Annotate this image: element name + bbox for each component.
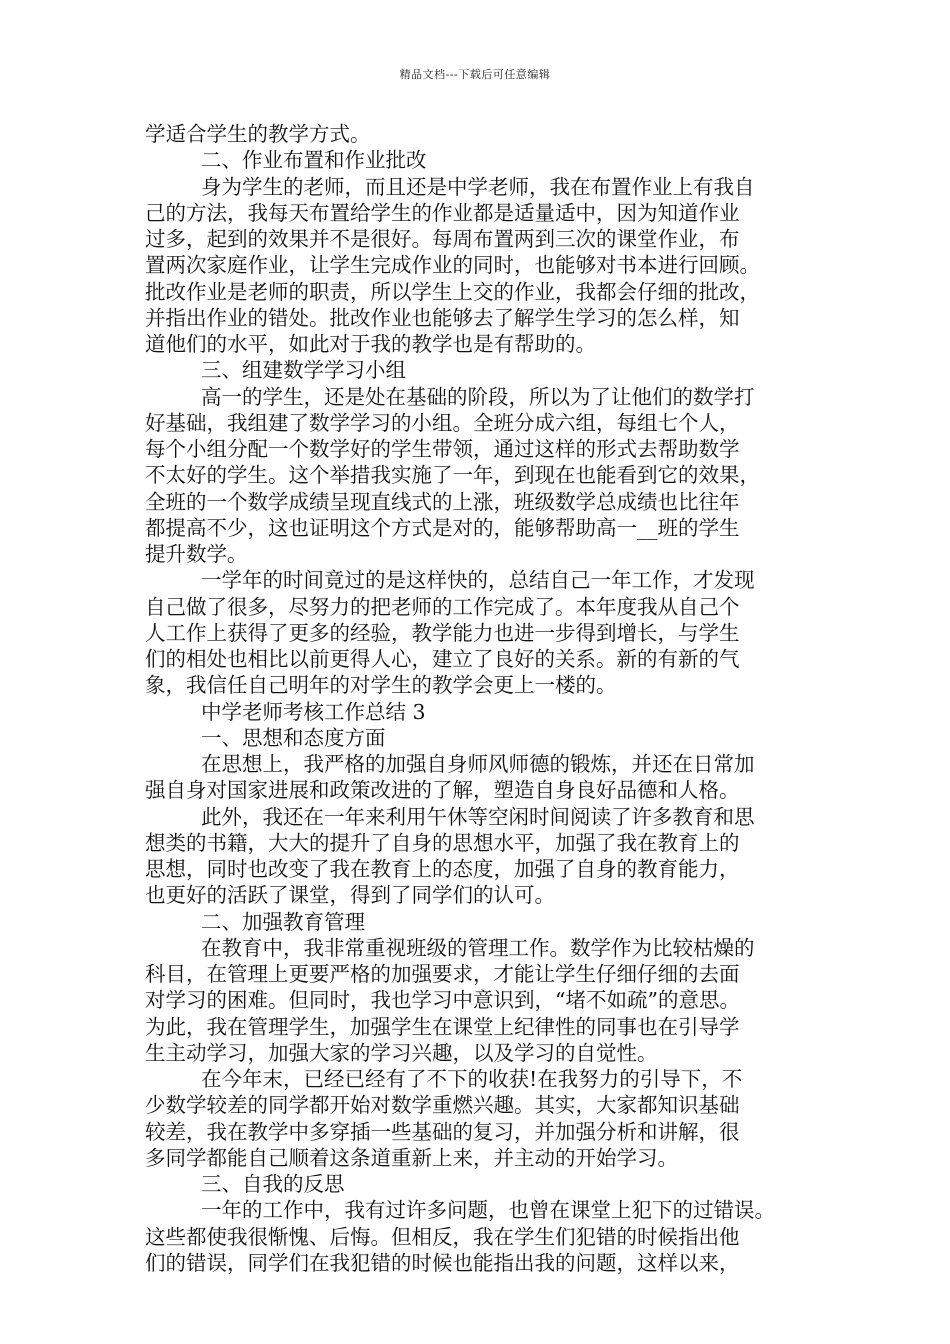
text-line: 高一的学生，还是处在基础的阶段，所以为了让他们的数学打	[201, 384, 755, 409]
text-line: 三、自我的反思	[201, 1172, 345, 1196]
text-line: 并指出作业的错处。批改作业也能够去了解学生学习的怎么样，知	[145, 305, 740, 330]
text-line: 中学老师考核工作总结 3	[201, 699, 426, 724]
text-line: 此外，我还在一年来利用午休等空闲时间阅读了许多教育和思	[201, 804, 755, 829]
text-line: 少数学较差的同学都开始对数学重燃兴趣。其实，大家都知识基础	[145, 1093, 740, 1118]
text-line: 不太好的学生。这个举措我实施了一年，到现在也能看到它的效果，	[145, 463, 760, 488]
text-line: 想类的书籍，大大的提升了自身的思想水平，加强了我在教育上的	[145, 830, 740, 855]
document-body	[145, 121, 825, 1276]
text-line: 己的方法，我每天布置给学生的作业都是适量适中，因为知道作业	[145, 200, 740, 225]
text-line: 为此，我在管理学生，加强学生在课堂上纪律性的同事也在引导学	[145, 1014, 740, 1039]
page-header: 精品文档---下载后可任意编辑	[399, 68, 551, 81]
text-line: 二、加强教育管理	[201, 909, 365, 934]
text-line: 过多，起到的效果并不是很好。每周布置两到三次的课堂作业，布	[145, 227, 740, 251]
text-line: 批改作业是老师的职责，所以学生上交的作业，我都会仔细的批改，	[145, 279, 760, 304]
text-line: 提升数学。	[145, 542, 248, 566]
text-line: 在教育中，我非常重视班级的管理工作。数学作为比较枯燥的	[201, 935, 755, 960]
text-line: 象，我信任自己明年的对学生的教学会更上一楼的。	[145, 673, 617, 698]
text-line: 好基础，我组建了数学学习的小组。全班分成六组，每组七个人，	[145, 410, 740, 435]
text-line: 对学习的困难。但同时，我也学习中意识到，“堵不如疏”的意思。	[145, 988, 740, 1013]
text-line: 思想，同时也改变了我在教育上的态度，加强了自身的教育能力，	[145, 857, 740, 881]
text-line: 们的相处也相比以前更得人心，建立了良好的关系。新的有新的气	[145, 647, 740, 671]
text-line: 在今年末，已经已经有了不下的收获!在我努力的引导下，不	[201, 1067, 743, 1091]
text-line: 生主动学习，加强大家的学习兴趣，以及学习的自觉性。	[145, 1040, 658, 1065]
text-line: 们的错误，同学们在我犯错的时候也能指出我的问题，这样以来，	[145, 1250, 740, 1275]
text-line: 一年的工作中，我有过许多问题，也曾在课堂上犯下的过错误。	[201, 1198, 775, 1223]
text-line: 多同学都能自己顺着这条道重新上来，并主动的开始学习。	[145, 1145, 678, 1170]
text-line: 置两次家庭作业，让学生完成作业的同时，也能够对书本进行回顾。	[145, 253, 760, 278]
text-line: 科目，在管理上更要严格的加强要求，才能让学生仔细仔细的去面	[145, 962, 740, 986]
text-line: 人工作上获得了更多的经验，教学能力也进一步得到增长，与学生	[145, 620, 740, 645]
text-line: 较差，我在教学中多穿插一些基础的复习，并加强分析和讲解，很	[145, 1119, 740, 1144]
text-line: 一学年的时间竟过的是这样快的，总结自己一年工作，才发现	[201, 568, 755, 593]
text-line: 一、思想和态度方面	[201, 725, 386, 750]
text-line: 二、作业布置和作业批改	[201, 148, 427, 173]
text-line: 身为学生的老师，而且还是中学老师，我在布置作业上有我自	[201, 174, 755, 199]
text-line: 这些都使我很惭愧、后悔。但相反，我在学生们犯错的时候指出他	[145, 1224, 740, 1249]
text-line: 每个小组分配一个数学好的学生带领，通过这样的形式去帮助数学	[145, 437, 740, 461]
text-line: 自己做了很多，尽努力的把老师的工作完成了。本年度我从自己个	[145, 594, 740, 619]
text-line: 学适合学生的教学方式。	[145, 122, 371, 146]
text-line: 也更好的活跃了课堂，得到了同学们的认可。	[145, 883, 555, 908]
text-line: 道他们的水平，如此对于我的教学也是有帮助的。	[145, 332, 596, 356]
text-line: 三、组建数学学习小组	[201, 358, 406, 383]
text-line: 都提高不少，这也证明这个方式是对的，能够帮助高一__班的学生	[145, 515, 740, 540]
text-line: 强自身对国家进展和政策改进的了解，塑造自身良好品德和人格。	[145, 778, 740, 803]
text-line: 在思想上，我严格的加强自身师风师德的锻炼，并还在日常加	[201, 752, 755, 776]
text-line: 全班的一个数学成绩呈现直线式的上涨，班级数学总成绩也比往年	[145, 489, 740, 514]
